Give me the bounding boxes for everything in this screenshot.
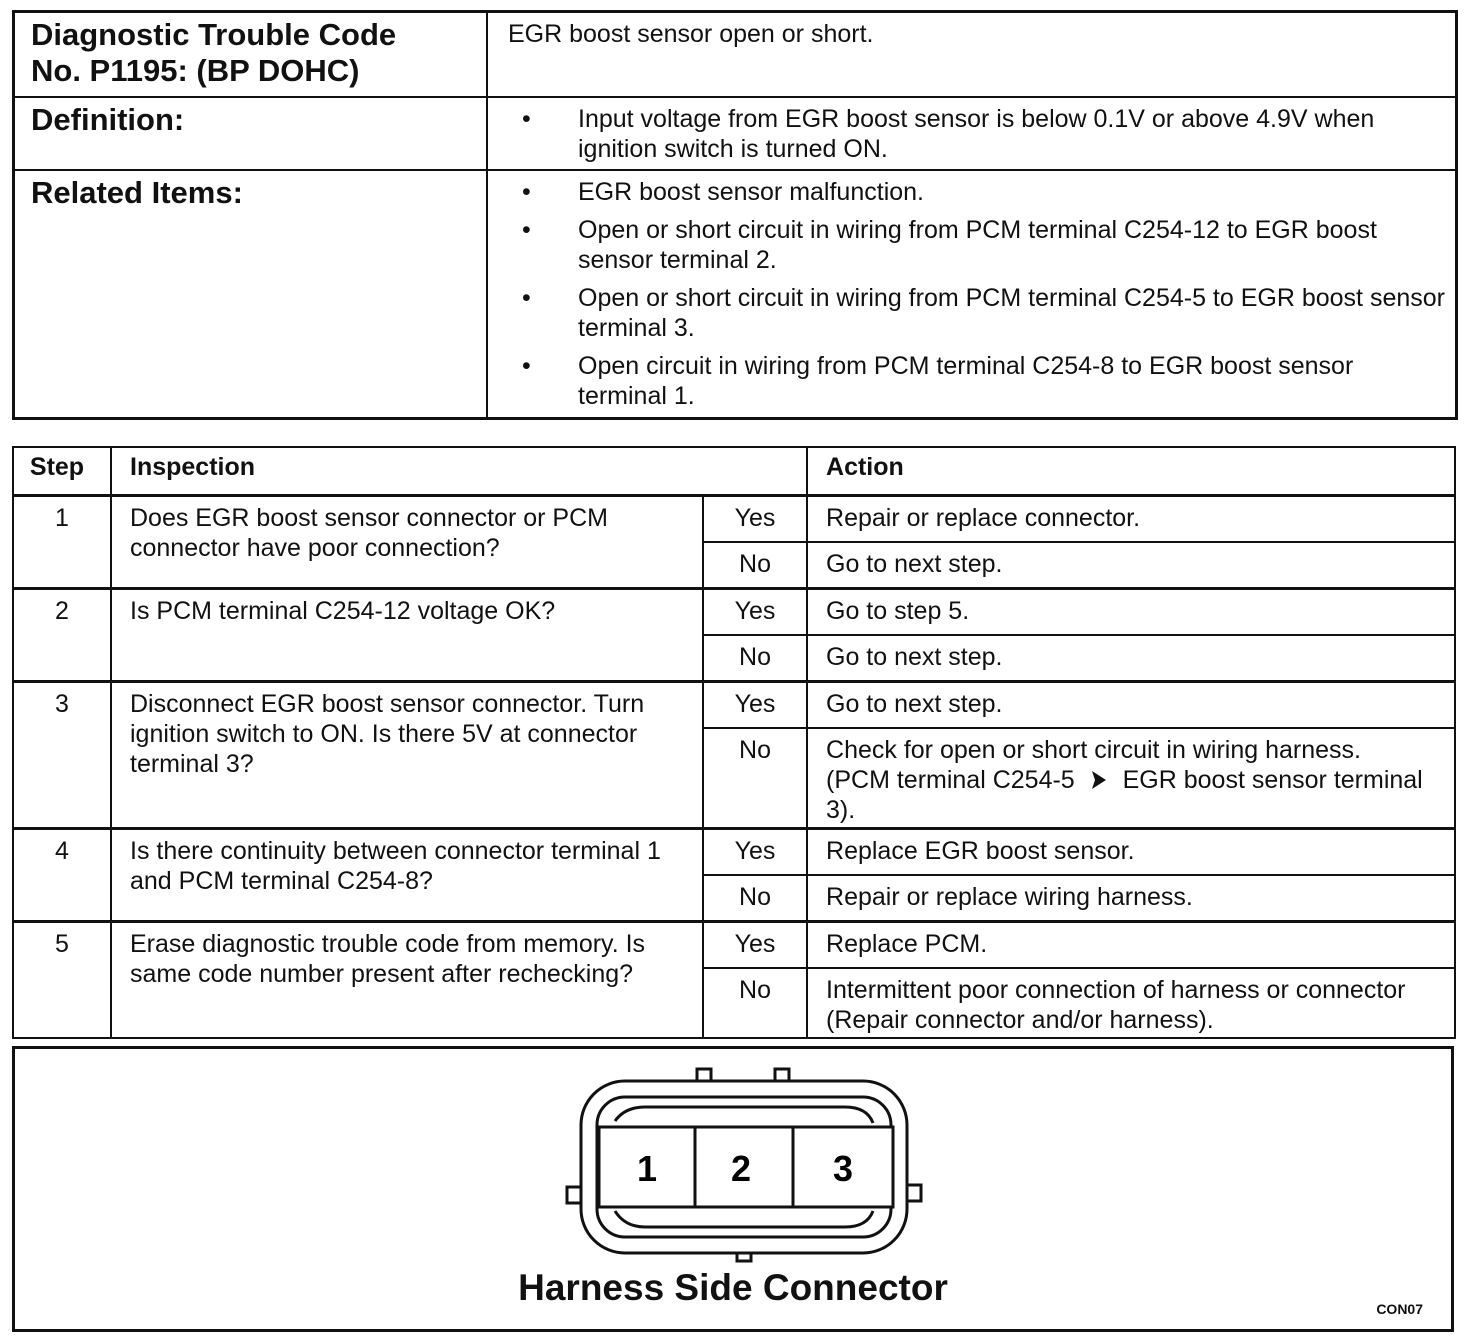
related-items-label: Related Items:: [15, 171, 488, 417]
definition-value: [488, 98, 1455, 169]
yes-label: Yes: [703, 922, 807, 969]
related-items-row: [15, 171, 1455, 417]
definition-item: • Input voltage from EGR boost sensor is below 0.1V or above 4.9V when ignition switch is turned ON.: [508, 104, 1445, 164]
yes-label: Yes: [703, 496, 807, 543]
step-number: 3: [13, 682, 111, 829]
definition-list: [508, 104, 1445, 164]
connector-tab-right: [907, 1185, 921, 1201]
yes-label: Yes: [703, 682, 807, 729]
no-action: Intermittent poor connection of harness or connector (Repair connector and/or harness).: [807, 968, 1455, 1038]
terminal-label-2: 2: [730, 1148, 752, 1189]
yes-action: Repair or replace connector.: [807, 496, 1455, 543]
col-inspection-header: Inspection: [111, 447, 807, 496]
no-action-line1: Check for open or short circuit in wiring harness.: [826, 736, 1361, 764]
no-action: Go to next step.: [807, 542, 1455, 589]
no-action: Go to next step.: [807, 635, 1455, 682]
related-item: • Open or short circuit in wiring from PCM terminal C254-12 to EGR boost sensor terminal 2.: [508, 215, 1445, 275]
yes-action: Replace EGR boost sensor.: [807, 829, 1455, 876]
related-item: • Open or short circuit in wiring from PCM terminal C254-5 to EGR boost sensor terminal 3.: [508, 283, 1445, 343]
related-items-list: [508, 177, 1445, 411]
dtc-label: [15, 13, 488, 96]
no-action: [807, 728, 1455, 829]
dtc-label-line2: No. P1195: (BP DOHC): [31, 53, 360, 88]
table-row: [13, 922, 1455, 969]
inspection-text: Does EGR boost sensor connector or PCM connector have poor connection?: [111, 496, 703, 589]
definition-row: [15, 98, 1455, 171]
dtc-info-table: [12, 10, 1458, 420]
connector-tab-left: [567, 1187, 581, 1203]
no-label: No: [703, 635, 807, 682]
step-number: 2: [13, 589, 111, 682]
no-label: No: [703, 728, 807, 829]
table-row: [13, 589, 1455, 636]
inspection-text: Is PCM terminal C254-12 voltage OK?: [111, 589, 703, 682]
no-label: No: [703, 542, 807, 589]
definition-label: Definition:: [15, 98, 488, 169]
no-action-line2a: (PCM terminal C254-5: [826, 766, 1075, 794]
harness-connector-diagram: [555, 1061, 935, 1271]
no-label: No: [703, 875, 807, 922]
inspection-text: Is there continuity between connector terminal 1 and PCM terminal C254-8?: [111, 829, 703, 922]
terminal-label-3: 3: [832, 1148, 854, 1189]
related-item: • Open circuit in wiring from PCM terminal C254-8 to EGR boost sensor terminal 1.: [508, 351, 1445, 411]
connector-caption: Harness Side Connector: [518, 1267, 948, 1308]
step-number: 5: [13, 922, 111, 1039]
dtc-description: EGR boost sensor open or short.: [508, 20, 874, 48]
yes-label: Yes: [703, 589, 807, 636]
dtc-label-line1: Diagnostic Trouble Code: [31, 17, 397, 52]
related-items-value: [488, 171, 1455, 417]
inspection-text: Disconnect EGR boost sensor connector. Turn ignition switch to ON. Is there 5V at connector terminal 3?: [111, 682, 703, 829]
inspection-steps-table: [12, 446, 1456, 1039]
table-row: [13, 496, 1455, 543]
yes-action: Replace PCM.: [807, 922, 1455, 969]
table-header-row: [13, 447, 1455, 496]
figure-code: CON07: [1376, 1301, 1423, 1317]
arrow-right-icon: [1088, 769, 1110, 791]
col-action-header: Action: [807, 447, 1455, 496]
step-number: 4: [13, 829, 111, 922]
no-action-line2b: EGR boost sensor terminal 3).: [826, 766, 1423, 824]
inspection-text: Erase diagnostic trouble code from memory. Is same code number present after rechecking?: [111, 922, 703, 1039]
yes-label: Yes: [703, 829, 807, 876]
step-number: 1: [13, 496, 111, 589]
col-step-header: Step: [13, 447, 111, 496]
dtc-row: [15, 13, 1455, 98]
yes-action: Go to next step.: [807, 682, 1455, 729]
table-row: [13, 682, 1455, 729]
no-action: Repair or replace wiring harness.: [807, 875, 1455, 922]
no-label: No: [703, 968, 807, 1038]
connector-figure: [12, 1046, 1454, 1332]
yes-action: Go to step 5.: [807, 589, 1455, 636]
related-item: • EGR boost sensor malfunction.: [508, 177, 1445, 207]
terminal-label-1: 1: [636, 1148, 658, 1189]
table-row: [13, 829, 1455, 876]
